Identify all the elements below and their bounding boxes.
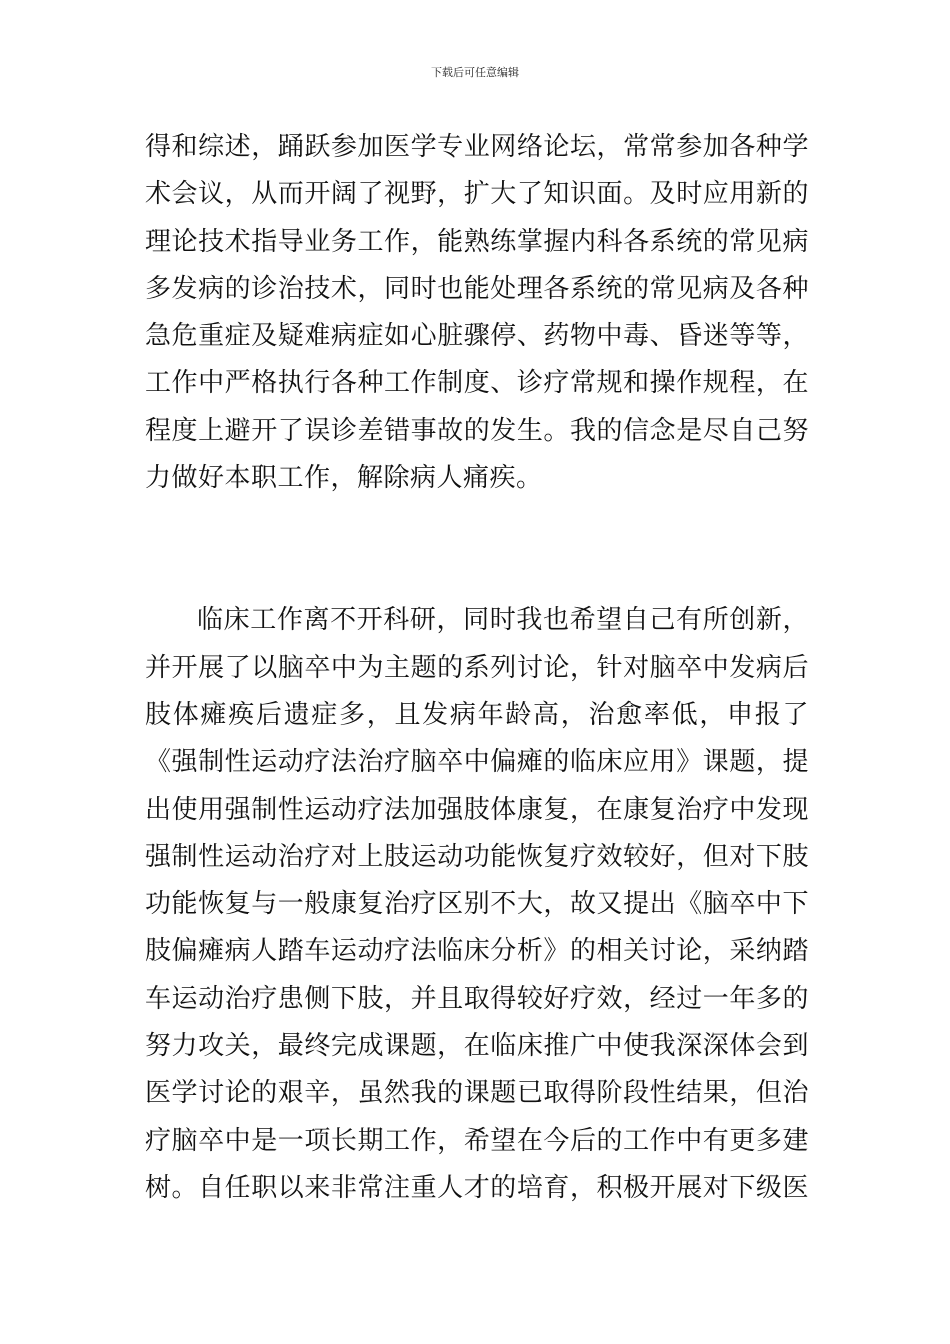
paragraph-line: 并开展了以脑卒中为主题的系列讨论，针对脑卒中发病后: [145, 652, 809, 683]
paragraph-line: 出使用强制性运动疗法加强肢体康复，在康复治疗中发现: [145, 794, 809, 825]
paragraph-line: 术会议，从而开阔了视野，扩大了知识面。及时应用新的: [145, 179, 809, 210]
paragraph-line: 车运动治疗患侧下肢，并且取得较好疗效，经过一年多的: [145, 983, 809, 1014]
paragraph-line: 肢体瘫痪后遗症多，且发病年龄高，治愈率低，申报了: [145, 699, 809, 730]
paragraph-line: 《强制性运动疗法治疗脑卒中偏瘫的临床应用》课题，提: [145, 747, 809, 778]
paragraph-line: 理论技术指导业务工作，能熟练掌握内科各系统的常见病: [145, 226, 809, 257]
paragraph-line: 得和综述，踊跃参加医学专业网络论坛，常常参加各种学: [145, 132, 809, 162]
paragraph-line: 程度上避开了误诊差错事故的发生。我的信念是尽自己努: [145, 415, 809, 446]
paragraph-line: 临床工作离不开科研，同时我也希望自己有所创新，: [197, 605, 809, 636]
document-body: [145, 124, 809, 1212]
page-header: 下载后可任意编辑: [431, 66, 519, 79]
paragraph-1: [145, 124, 809, 502]
paragraph-line: 医学讨论的艰辛，虽然我的课题已取得阶段性结果，但治: [145, 1078, 809, 1109]
paragraph-line: 强制性运动治疗对上肢运动功能恢复疗效较好，但对下肢: [145, 841, 809, 872]
paragraph-line: 肢偏瘫病人踏车运动疗法临床分析》的相关讨论，采纳踏: [145, 936, 809, 967]
paragraph-line: 努力攻关，最终完成课题，在临床推广中使我深深体会到: [145, 1031, 809, 1062]
paragraph-spacer: [145, 502, 809, 597]
paragraph-2: [145, 597, 809, 1212]
paragraph-line: 多发病的诊治技术，同时也能处理各系统的常见病及各种: [145, 273, 809, 304]
paragraph-line: 疗脑卒中是一项长期工作，希望在今后的工作中有更多建: [145, 1125, 809, 1156]
paragraph-line: 力做好本职工作，解除病人痛疾。: [145, 463, 543, 494]
paragraph-line: 急危重症及疑难病症如心脏骤停、药物中毒、昏迷等等，: [145, 321, 809, 352]
paragraph-line: 树。自任职以来非常注重人才的培育，积极开展对下级医: [145, 1172, 809, 1203]
paragraph-line: 工作中严格执行各种工作制度、诊疗常规和操作规程，在: [145, 368, 809, 399]
paragraph-line: 功能恢复与一般康复治疗区别不大，故又提出《脑卒中下: [145, 889, 809, 920]
